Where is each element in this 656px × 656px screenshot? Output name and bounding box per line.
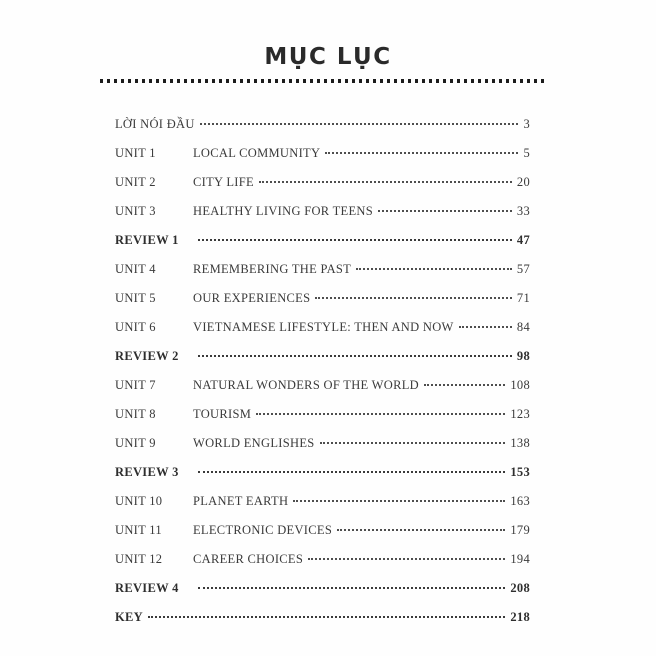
toc-leader-dots [198,587,505,589]
toc-page-number: 47 [516,233,530,247]
toc-row-label: REVIEW 2 [115,349,179,363]
toc-row-label: REVIEW 1 [115,233,179,247]
toc-row-title: HEALTHY LIVING FOR TEENS [193,204,373,218]
toc-row-label: KEY [115,610,143,624]
toc-row [115,313,530,342]
toc-row [115,371,530,400]
toc-page-number: 98 [516,349,530,363]
toc-leader-dots [315,297,512,299]
toc-row [115,284,530,313]
toc-row-title: LOCAL COMMUNITY [193,146,321,160]
toc-row [115,545,530,574]
toc-row [115,487,530,516]
toc-row [115,516,530,545]
toc-leader-dots [459,326,512,328]
toc-leader-dots [256,413,505,415]
toc-page-number: 138 [510,436,530,450]
toc-leader-dots [320,442,506,444]
toc-row [115,255,530,284]
toc-row-label: UNIT 9 [115,436,156,450]
toc-row [115,400,530,429]
toc-row-title: VIETNAMESE LIFESTYLE: THEN AND NOW [193,320,454,334]
toc-row-label: REVIEW 4 [115,581,179,595]
toc-row-title: TOURISM [193,407,252,421]
toc-row-label: LỜI NÓI ĐẦU [115,117,195,131]
toc-row [115,429,530,458]
toc-leader-dots [293,500,505,502]
toc-page-number: 33 [516,204,530,218]
toc-row-label: UNIT 10 [115,494,163,508]
toc-page-number: 218 [510,610,530,624]
toc-row-label: REVIEW 3 [115,465,179,479]
toc-leader-dots [198,239,512,241]
toc-page-number: 179 [510,523,530,537]
toc-row-title: NATURAL WONDERS OF THE WORLD [193,378,419,392]
toc-row-title: PLANET EARTH [193,494,289,508]
toc-page-number: 208 [510,581,530,595]
toc-row-label: UNIT 8 [115,407,156,421]
toc-row-title: WORLD ENGLISHES [193,436,315,450]
toc-leader-dots [378,210,512,212]
toc-row-label: UNIT 6 [115,320,156,334]
toc-row-label: UNIT 1 [115,146,156,160]
toc-row-review [115,226,530,255]
toc-list [115,110,530,632]
toc-row-label: UNIT 7 [115,378,156,392]
toc-row [115,110,530,139]
toc-row-key [115,603,530,632]
toc-leader-dots [325,152,518,154]
title-divider-dotted-line [100,79,545,83]
toc-page-number: 108 [510,378,530,392]
toc-leader-dots [424,384,505,386]
page-title: MỤC LỤC [264,44,392,70]
toc-page-number: 153 [510,465,530,479]
toc-row-review [115,458,530,487]
toc-row-title: CAREER CHOICES [193,552,304,566]
toc-page-number: 71 [516,291,530,305]
toc-row-label: UNIT 3 [115,204,156,218]
toc-row-label: UNIT 12 [115,552,163,566]
toc-page-number: 3 [523,117,530,131]
toc-row-title: OUR EXPERIENCES [193,291,311,305]
toc-page-number: 163 [510,494,530,508]
toc-page-number: 5 [523,146,530,160]
toc-row-label: UNIT 2 [115,175,156,189]
toc-page-number: 20 [516,175,530,189]
page-header [0,44,656,83]
toc-row-label: UNIT 11 [115,523,162,537]
toc-row [115,168,530,197]
toc-row [115,139,530,168]
toc-leader-dots [200,123,519,125]
toc-leader-dots [337,529,505,531]
toc-leader-dots [148,616,505,618]
toc-row-title: REMEMBERING THE PAST [193,262,352,276]
toc-row [115,197,530,226]
toc-page-number: 57 [516,262,530,276]
toc-row-label: UNIT 4 [115,262,156,276]
toc-leader-dots [259,181,512,183]
toc-row-review [115,342,530,371]
toc-page-number: 194 [510,552,530,566]
toc-leader-dots [308,558,505,560]
toc-leader-dots [198,355,512,357]
toc-leader-dots [356,268,512,270]
toc-page-number: 84 [516,320,530,334]
toc-row-title: CITY LIFE [193,175,254,189]
toc-leader-dots [198,471,505,473]
toc-row-title: ELECTRONIC DEVICES [193,523,333,537]
toc-row-review [115,574,530,603]
toc-row-label: UNIT 5 [115,291,156,305]
toc-page-number: 123 [510,407,530,421]
